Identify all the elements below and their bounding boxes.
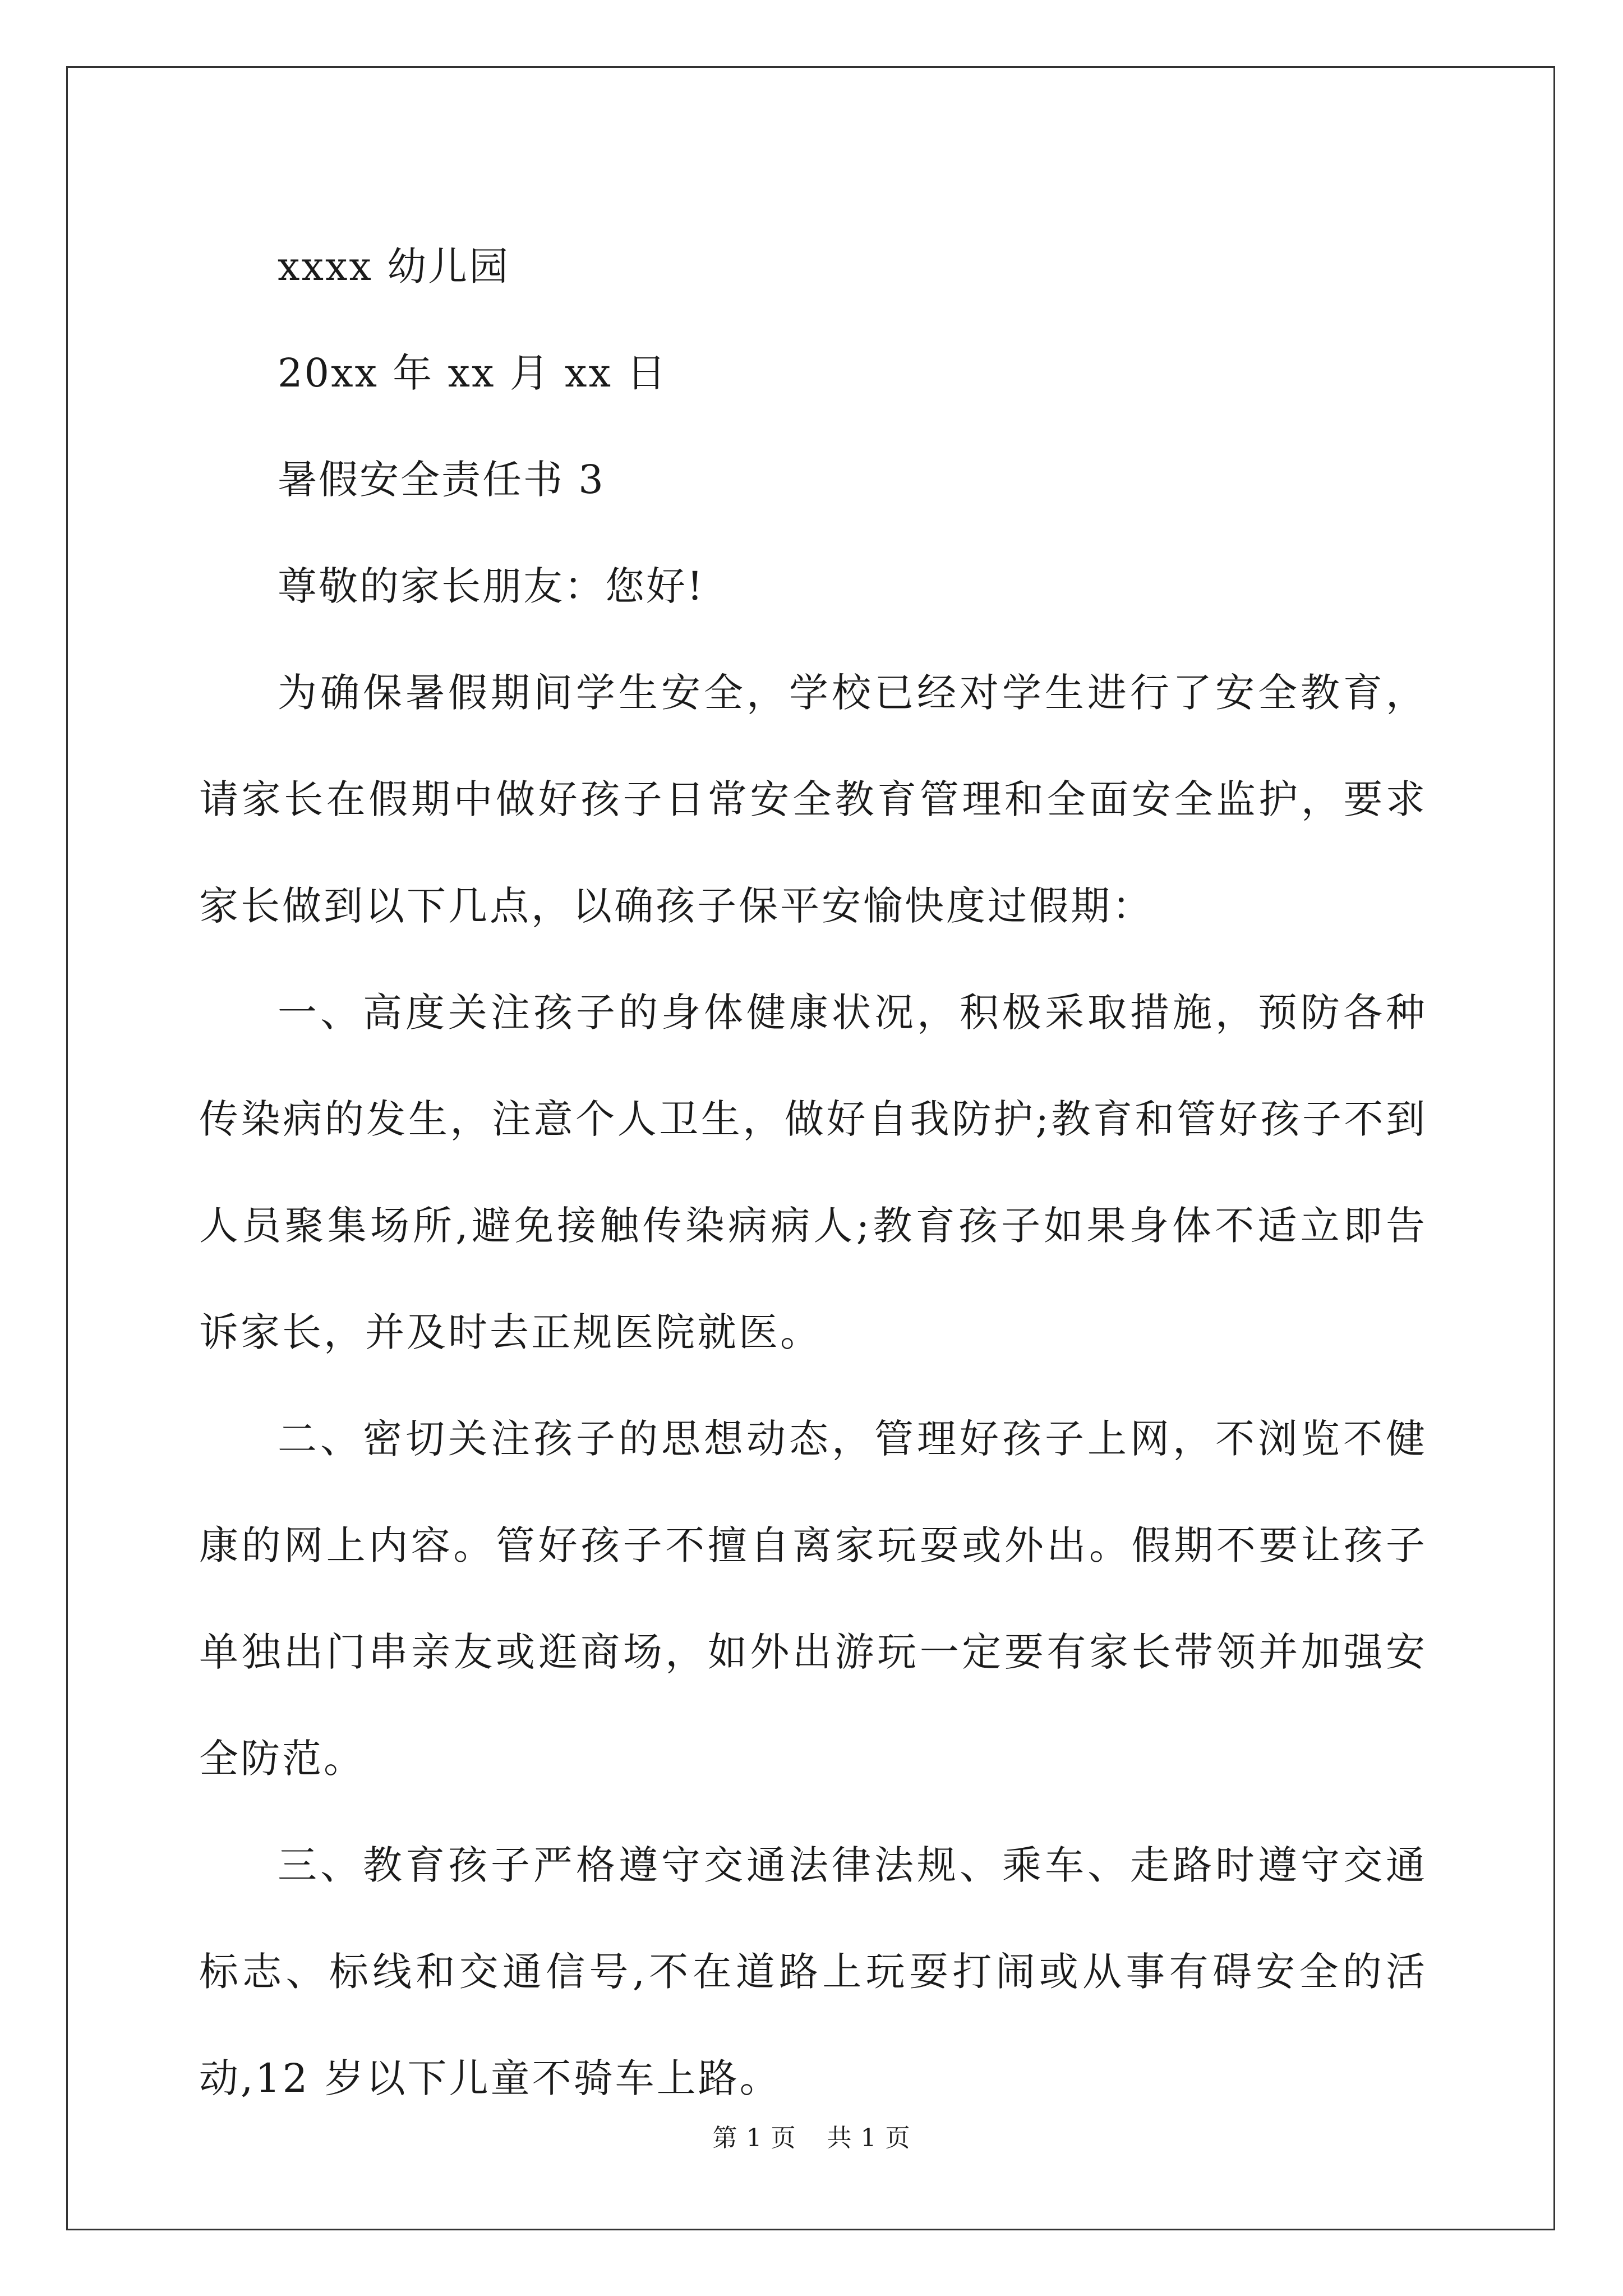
page-footer (0, 2118, 1623, 2154)
paragraph-item-3: 三、教育孩子严格遵守交通法律法规、乘车、走路时遵守交通标志、标线和交通信号,不在道路上玩耍打闹或从事有碍安全的活动,12 岁以下儿童不骑车上路。 (199, 1842, 1427, 2101)
salutation: 尊敬的家长朋友：您好! (278, 563, 705, 609)
date-line: 20xx 年 xx 月 xx 日 (278, 350, 668, 396)
document-body (199, 213, 1427, 2132)
school-name: xxxx 幼儿园 (278, 243, 510, 289)
paragraph-item-2: 二、密切关注孩子的思想动态，管理好孩子上网，不浏览不健康的网上内容。管好孩子不擅自离家玩耍或外出。假期不要让孩子单独出门串亲友或逛商场，如外出游玩一定要有家长带领并加强安全防范。 (199, 1416, 1427, 1782)
page-number: 第 1 页 (712, 2124, 796, 2152)
page-total: 共 1 页 (827, 2124, 911, 2152)
paragraph-intro: 为确保暑假期间学生安全，学校已经对学生进行了安全教育，请家长在假期中做好孩子日常安全教育管理和全面安全监护，要求家长做到以下几点，以确孩子保平安愉快度过假期： (199, 670, 1427, 929)
paragraph-item-1: 一、高度关注孩子的身体健康状况，积极采取措施，预防各种传染病的发生，注意个人卫生，做好自我防护;教育和管好孩子不到人员聚集场所,避免接触传染病病人;教育孩子如果身体不适立即告诉家长，并及时去正规医院就医。 (199, 990, 1427, 1355)
document-title: 暑假安全责任书 3 (278, 457, 605, 503)
